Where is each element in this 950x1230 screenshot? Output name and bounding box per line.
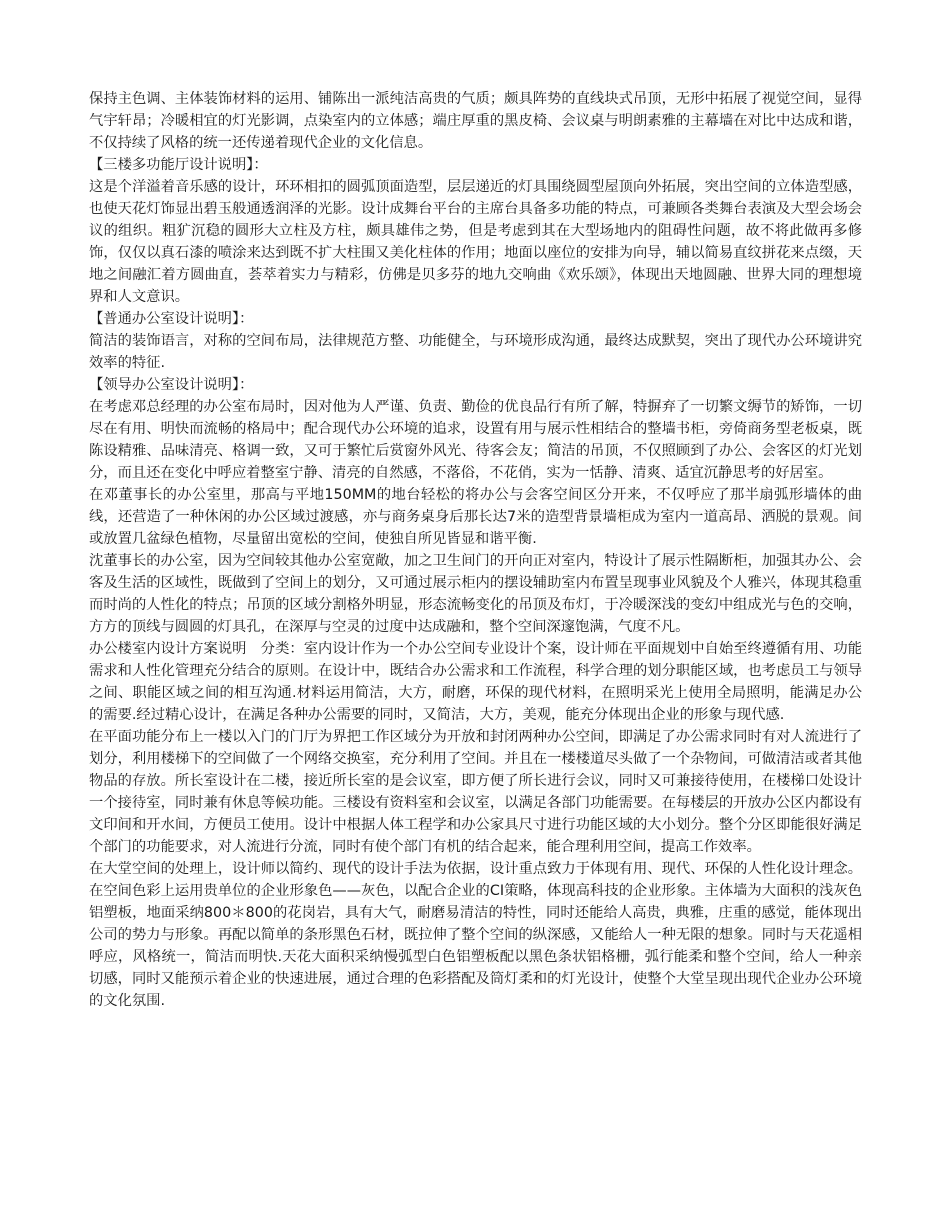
paragraph-gm-office: 在考虑邓总经理的办公室布局时，因对他为人严谨、负责、勤俭的优良品行有所了解，特摒弃了一切繁文缛节的矫饰，一切尽在有用、明快而流畅的格局中；配合现代办公环境的追求，设置有用与展示性相结合的整墙书柜，旁倚商务型老板桌，既陈设精雅、品味清亮、格调一致，又可于繁忙后赏窗外风光、待客会友；简洁的吊顶，不仅照顾到了办公、会客区的灯光划分，而且还在变化中呼应着整室宁静、清亮的自然感，不落俗，不花俏，实为一恬静、清爽、适宜沉静思考的好居室。 [89, 399, 862, 481]
heading-general-office: 【普通办公室设计说明】： [89, 311, 254, 327]
paragraph-office-design-plan: 办公楼室内设计方案说明 分类：室内设计作为一个办公空间专业设计个案，设计师在平面规划中自始至终遵循有用、功能需求和人性化管理充分结合的原则。在设计中，既结合办公需求和工作流程，科学合理的划分职能区域，也考虑员工与领导之间、职能区域之间的相互沟通.材料运用简洁，大方，耐磨，环保的现代材料，在照明采光上使用全局照明，能满足办公的需要.经过精心设计，在满足各种办公需要的同时，又简洁，大方，美观，能充分体现出企业的形象与现代感. [89, 641, 862, 723]
paragraph-chairman-deng-office: 在邓董事长的办公室里，那高与平地150MM的地台轻松的将办公与会客空间区分开来，不仅呼应了那半扇弧形墙体的曲线，还营造了一种休闲的办公区域过渡感，亦与商务桌身后那长达7米的造型背景墙柜成为室内一道高昂、洒脱的景观。间或放置几盆绿色植物，尽量留出宽松的空间，使独自所见皆显和谐平衡. [89, 487, 862, 547]
paragraph-general-office: 简洁的装饰语言，对称的空间布局，法律规范方整、功能健全，与环境形成沟通，最终达成默契，突出了现代办公环境讲究效率的特征. [89, 333, 862, 371]
paragraph-intro: 保持主色调、主体装饰材料的运用、铺陈出一派纯洁高贵的气质；颇具阵势的直线块式吊顶，无形中拓展了视觉空间，显得气宇轩昂；冷暖相宜的灯光影调，点染室内的立体感；端庄厚重的黑皮椅、会议桌与明朗素雅的主幕墙在对比中达成和谐，不仅持续了风格的统一还传递着现代企业的文化信息。 [89, 91, 862, 151]
heading-third-floor-hall: 【三楼多功能厅设计说明】： [89, 157, 268, 173]
paragraph-chairman-shen-office: 沈董事长的办公室，因为空间较其他办公室宽敞，加之卫生间门的开向正对室内，特设计了展示性隔断柜，加强其办公、会客及生活的区域性，既做到了空间上的划分，又可通过展示柜内的摆设辅助室内布置呈现事业风貌及个人雅兴，体现其稳重而时尚的人性化的特点；吊顶的区域分割格外明显，形态流畅变化的吊顶及布灯，于冷暖深浅的变幻中组成光与色的交响，方方的顶线与圆圆的灯具孔，在深厚与空灵的过度中达成融和，整个空间深邃饱满，气度不凡。 [89, 553, 862, 635]
heading-leader-office: 【领导办公室设计说明】： [89, 377, 254, 393]
paragraph-floor-layout: 在平面功能分布上一楼以入门的门厅为界把工作区域分为开放和封闭两种办公空间，即满足了办公需求同时有对人流进行了划分，利用楼梯下的空间做了一个网络交换室，充分利用了空间。并且在一楼楼道尽头做了一个杂物间，可做清洁或者其他物品的存放。所长室设计在二楼，接近所长室的是会议室，即方便了所长进行会议，同时又可兼接待使用，在楼梯口处设计一个接待室，同时兼有休息等候功能。三楼设有资料室和会议室，以满足各部门功能需要。在每楼层的开放办公区内都设有文印间和开水间，方便员工使用。设计中根据人体工程学和办公家具尺寸进行功能区域的大小划分。整个分区即能很好满足个部门的功能要求，对人流进行分流，同时有使个部门有机的结合起来，能合理利用空间，提高工作效率。 [89, 729, 862, 855]
paragraph-third-floor-hall: 这是个洋溢着音乐感的设计，环环相扣的圆弧顶面造型，层层递近的灯具围绕圆型屋顶向外拓展，突出空间的立体造型感，也使天花灯饰显出碧玉般通透润泽的光影。设计成舞台平台的主席台具备多功能的特点，可兼顾各类舞台表演及大型会场会议的组织。粗犷沉稳的圆形大立柱及方柱，颇具雄伟之势，但是考虑到其在大型场地内的阻碍性问题，故不将此做再多修饰，仅仅以真石漆的喷涂来达到既不扩大柱围又美化柱体的作用；地面以座位的安排为向导，辅以简易直纹拼花来点缀，天地之间融汇着方圆曲直，荟萃着实力与精彩，仿佛是贝多芬的地九交响曲《欢乐颂》，体现出天地圆融、世界大同的理想境界和人文意识。 [89, 179, 862, 305]
paragraph-lobby-design: 在大堂空间的处理上，设计师以简约、现代的设计手法为依据，设计重点致力于体现有用、现代、环保的人性化设计理念。在空间色彩上运用贵单位的企业形象色——灰色，以配合企业的CI策略，体现高科技的企业形象。主体墙为大面积的浅灰色铝塑板，地面采纳800＊800的花岗岩，具有大气，耐磨易清洁的特性，同时还能给人高贵，典雅，庄重的感觉，能体现出公司的势力与形象。再配以简单的条形黑色石材，既拉伸了整个空间的纵深感，又能给人一种无限的想象。同时与天花遥相呼应，风格统一，简洁而明快.天花大面积采纳慢弧型白色铝塑板配以黑色条状铝格栅，弧行能柔和整个空间，给人一种亲切感，同时又能预示着企业的快速进展，通过合理的色彩搭配及筒灯柔和的灯光设计，使整个大堂呈现出现代企业办公环境的文化氛围. [89, 861, 862, 1009]
